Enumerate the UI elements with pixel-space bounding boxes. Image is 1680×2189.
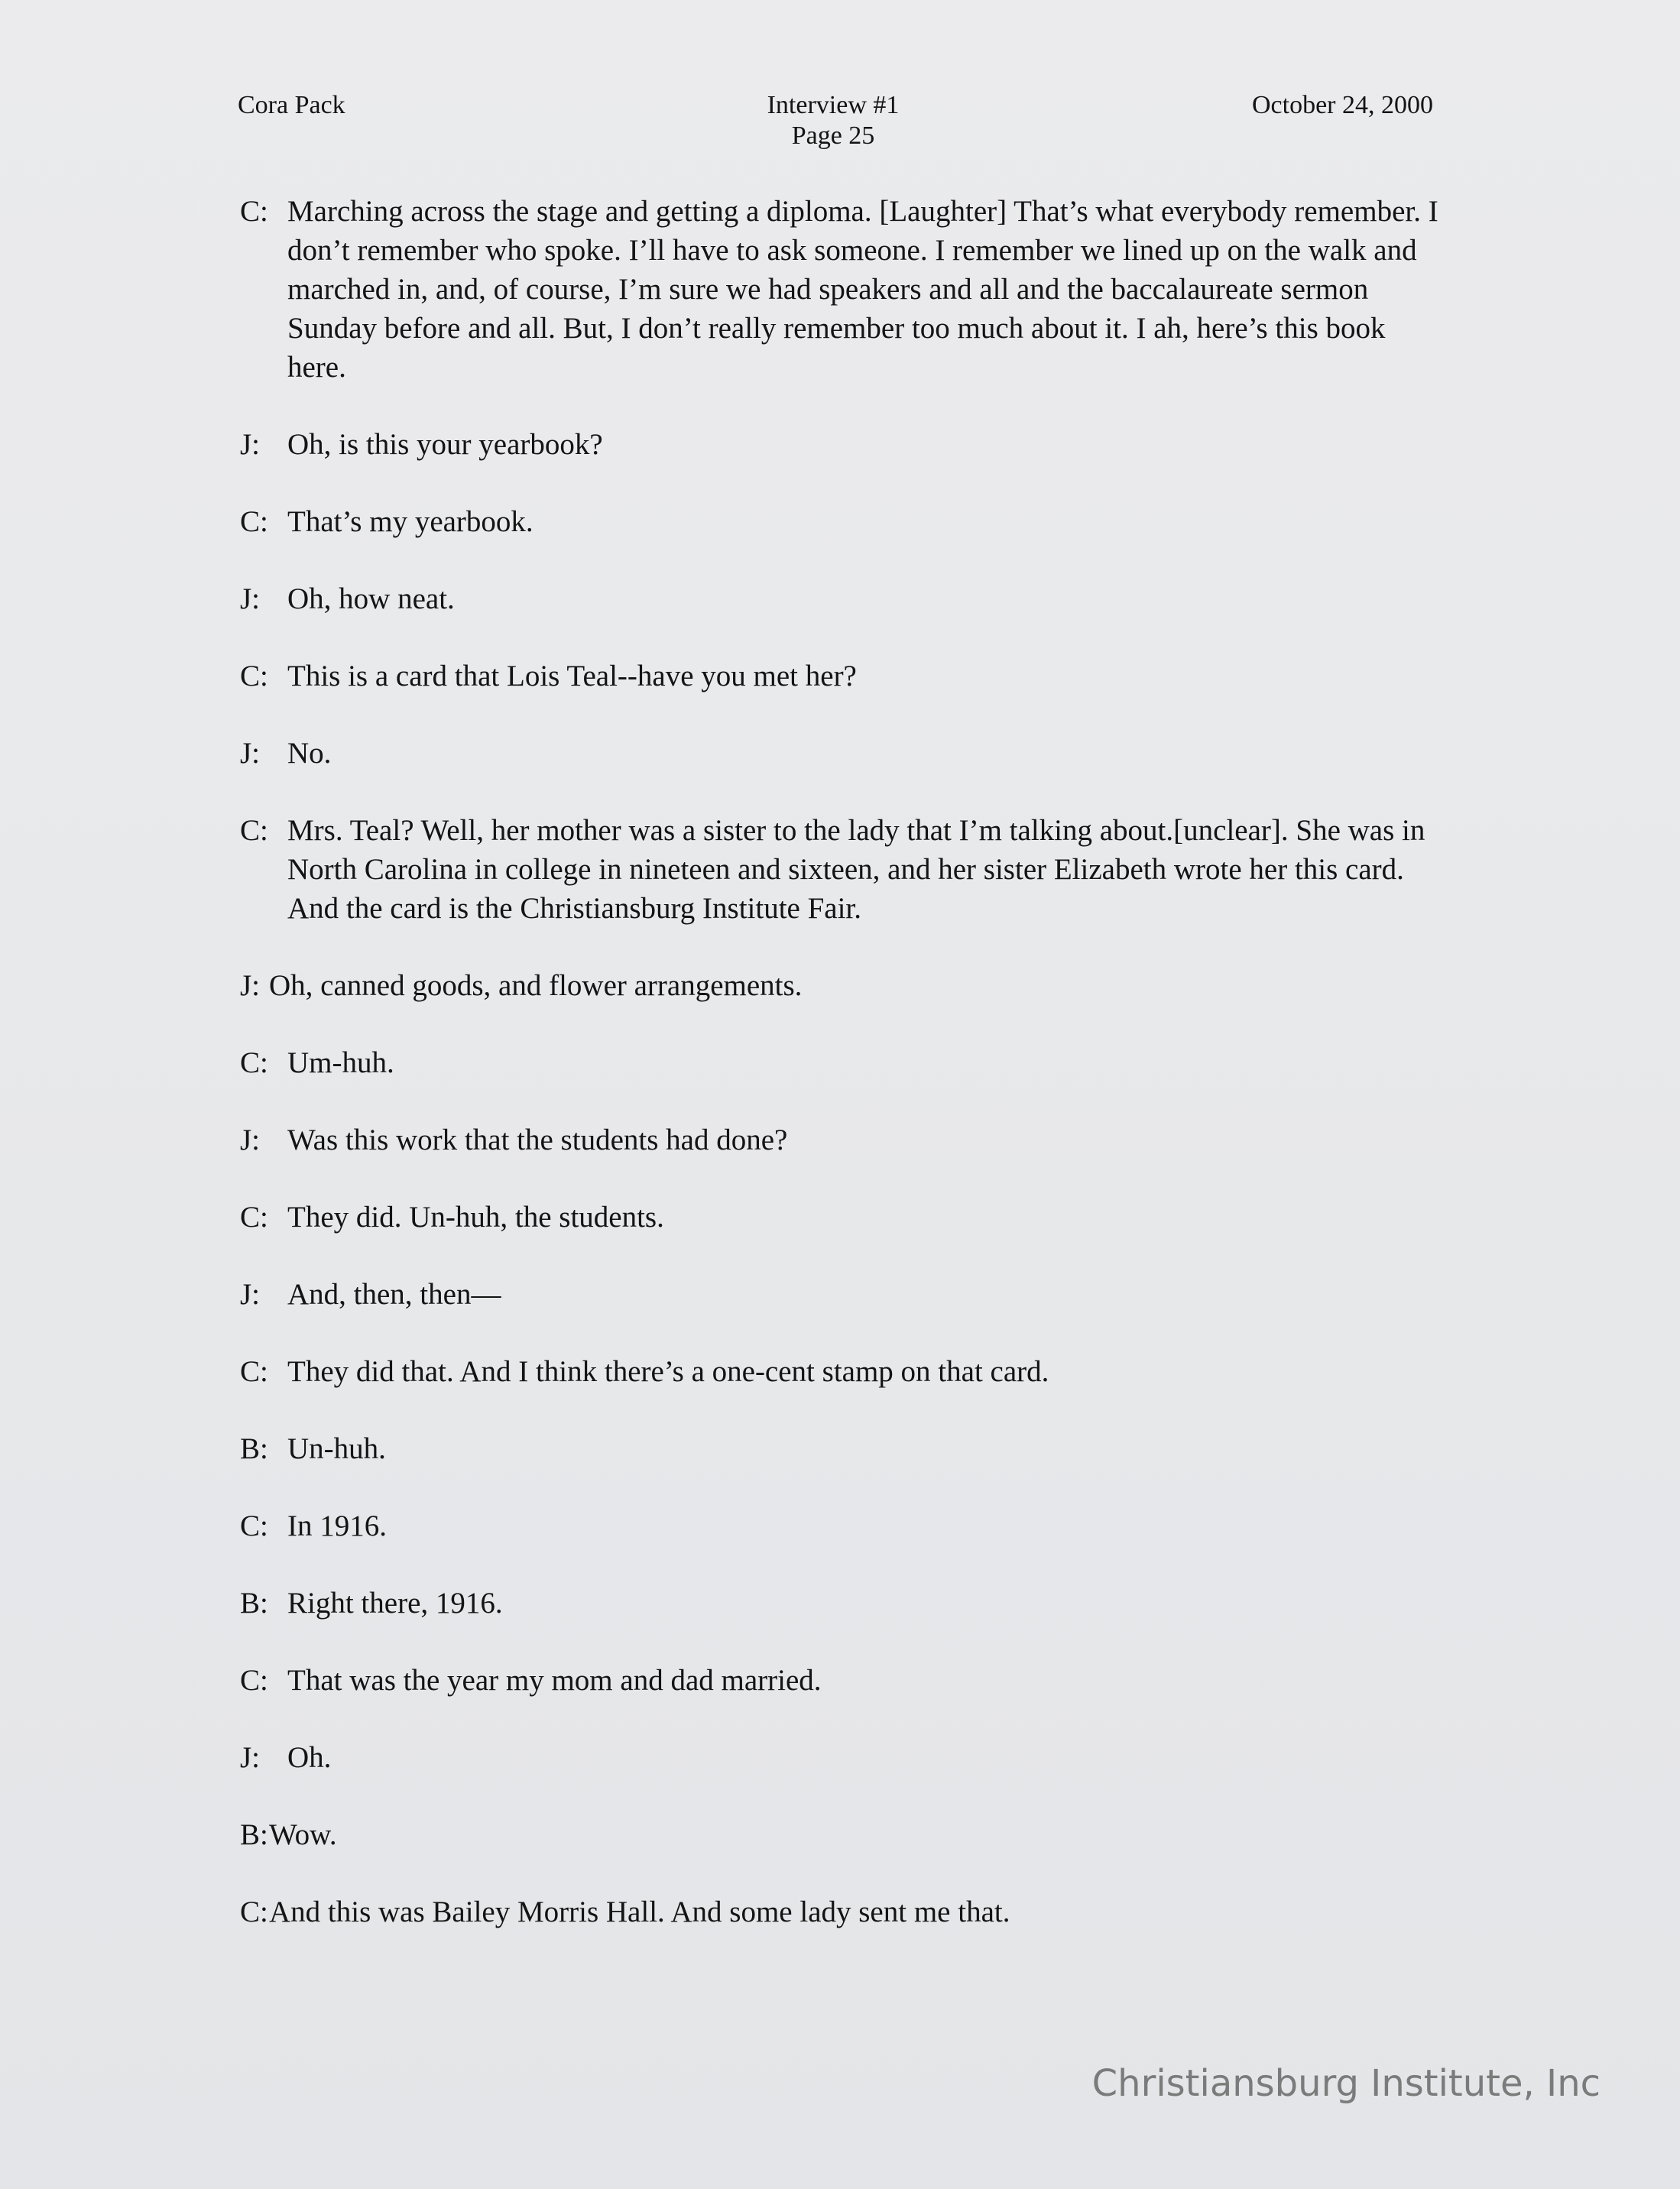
utterance-text: That was the year my mom and dad married. [287, 1664, 822, 1697]
transcript-entry [240, 579, 1444, 618]
speaker-label: C: [240, 195, 268, 228]
utterance-text: And this was Bailey Morris Hall. And some lady sent me that. [269, 1896, 1010, 1928]
utterance-text: That’s my yearbook. [287, 505, 534, 538]
speaker-label: C: [240, 1355, 268, 1388]
utterance-text: Oh. [287, 1741, 332, 1774]
utterance-text: Oh, how neat. [287, 582, 455, 615]
transcript-entry [240, 734, 1444, 773]
transcript-entry [240, 966, 1444, 1005]
header-page-number: Page 25 [791, 122, 875, 150]
utterance-text: No. [287, 737, 332, 770]
speaker-label: C: [240, 660, 268, 692]
transcript-entry [240, 811, 1444, 928]
utterance-text: They did that. And I think there’s a one-cent stamp on that card. [287, 1355, 1049, 1388]
utterance-text: They did. Un-huh, the students. [287, 1201, 664, 1234]
transcript-entry [240, 1506, 1444, 1545]
speaker-label: C: [240, 1896, 268, 1928]
transcript-entry [240, 1352, 1444, 1391]
utterance-text: This is a card that Lois Teal--have you met her? [287, 660, 857, 692]
transcript-entry [240, 1198, 1444, 1237]
speaker-label: C: [240, 814, 268, 847]
utterance-text: Marching across the stage and getting a diploma. [Laughter] That’s what everybody remember. I don’t remember who spoke. I’ll have to ask someone. I remember we lined up on the walk and marched in, and, of course, I’m sure we had speakers and all and the baccalaureate sermon Sunday before and all. But, I don’t really remember too much about it. I ah, here’s this book here. [287, 195, 1438, 384]
transcript-entry [240, 192, 1444, 387]
transcript-entry [240, 425, 1444, 464]
transcript-entry [240, 657, 1444, 696]
header-interview-info [757, 90, 910, 151]
utterance-text: Wow. [269, 1818, 337, 1851]
speaker-label: C: [240, 505, 268, 538]
transcript-entry [240, 1584, 1444, 1623]
speaker-label: J: [240, 737, 261, 770]
utterance-text: Um-huh. [287, 1046, 394, 1079]
transcript-entry [240, 1275, 1444, 1314]
speaker-label: B: [240, 1587, 268, 1620]
header-interview-number: Interview #1 [767, 91, 900, 119]
transcript-entry [240, 1043, 1444, 1082]
speaker-label: J: [240, 969, 261, 1002]
speaker-label: J: [240, 1741, 261, 1774]
transcript-entry [240, 1738, 1444, 1777]
utterance-text: Oh, canned goods, and flower arrangements. [269, 969, 803, 1002]
utterance-text: Un-huh. [287, 1432, 386, 1465]
utterance-text: In 1916. [287, 1510, 387, 1542]
header-date: October 24, 2000 [1251, 91, 1433, 119]
utterance-text: Oh, is this your yearbook? [287, 428, 603, 461]
transcript-entry [240, 1892, 1444, 1931]
speaker-label: C: [240, 1201, 268, 1234]
speaker-label: J: [240, 582, 261, 615]
speaker-label: J: [240, 1278, 261, 1311]
speaker-label: C: [240, 1510, 268, 1542]
speaker-label: B: [240, 1432, 268, 1465]
transcript-entry [240, 1661, 1444, 1700]
speaker-label: B: [240, 1818, 268, 1851]
header-interviewee-name: Cora Pack [238, 91, 345, 119]
transcript-body [240, 192, 1444, 1970]
transcript-entry [240, 1429, 1444, 1468]
speaker-label: C: [240, 1664, 268, 1697]
utterance-text: And, then, then— [287, 1278, 501, 1311]
watermark-text: Christiansburg Institute, Inc [1091, 2062, 1601, 2105]
transcript-entry [240, 1120, 1444, 1159]
utterance-text: Mrs. Teal? Well, her mother was a sister to the lady that I’m talking about.[unclear]. She was in North Carolina in college in nineteen and sixteen, and her sister Elizabeth wrote her this card. And the card is the Christiansburg Institute Fair. [287, 814, 1425, 925]
speaker-label: C: [240, 1046, 268, 1079]
speaker-label: J: [240, 1124, 261, 1156]
utterance-text: Right there, 1916. [287, 1587, 503, 1620]
transcript-entry [240, 1815, 1444, 1854]
speaker-label: J: [240, 428, 261, 461]
transcript-entry [240, 502, 1444, 541]
utterance-text: Was this work that the students had done? [287, 1124, 788, 1156]
